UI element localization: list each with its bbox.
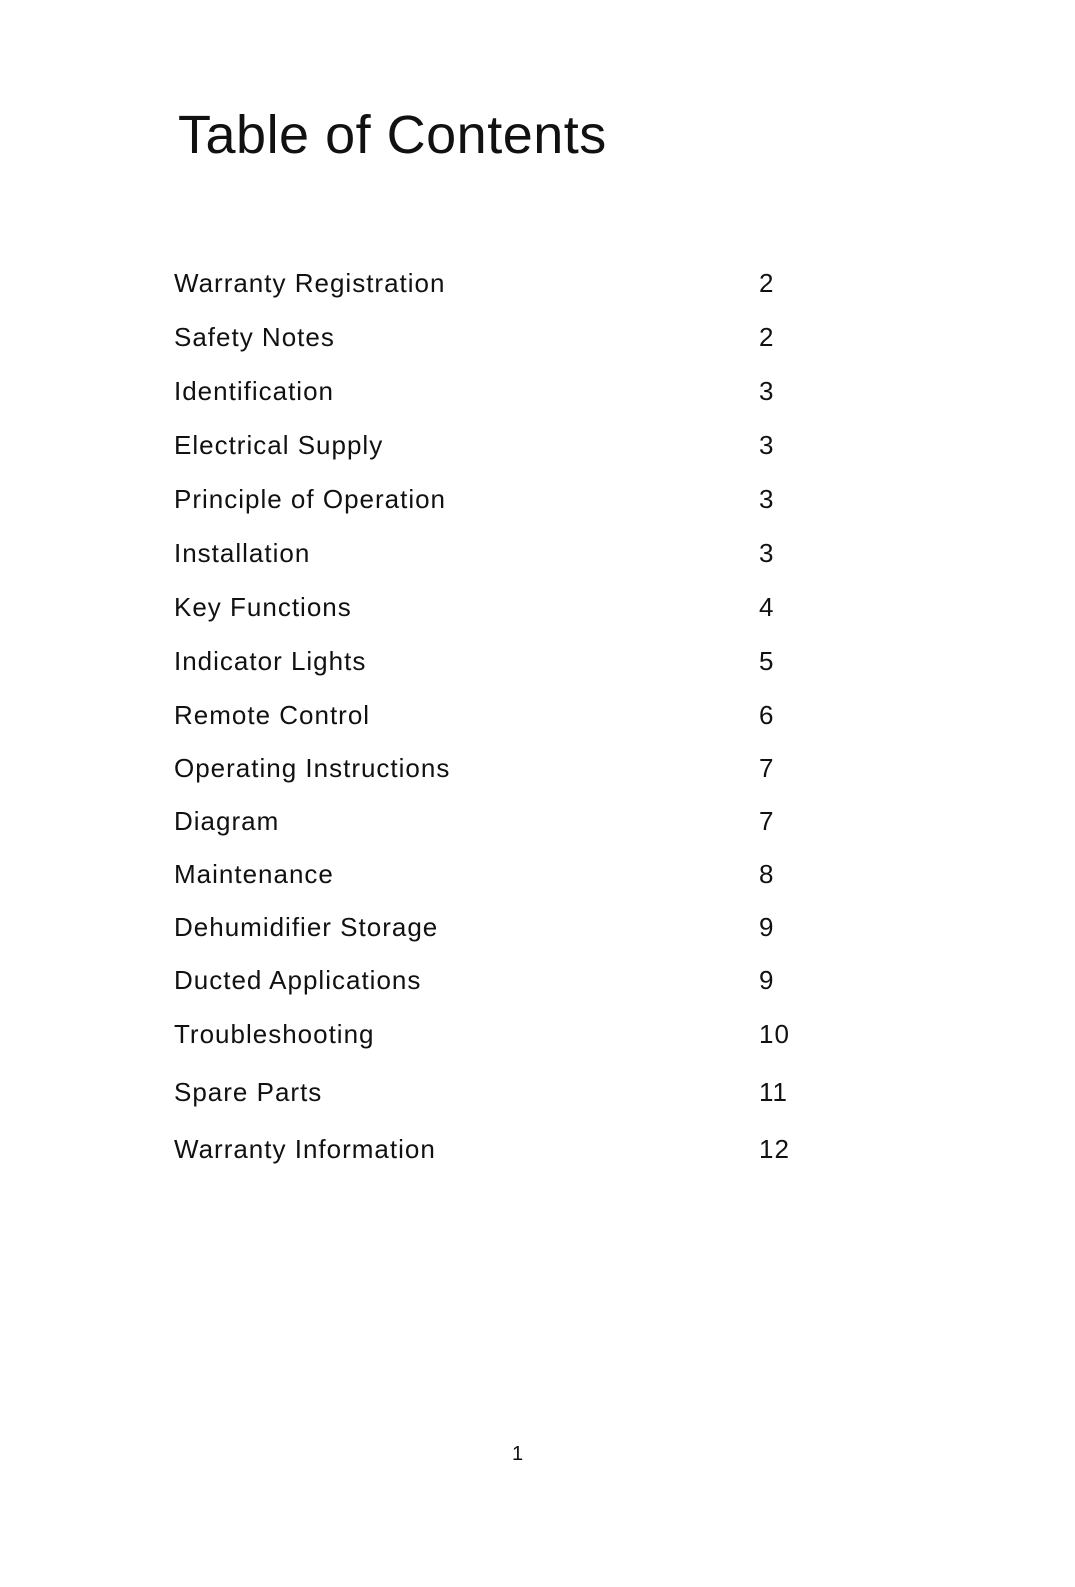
toc-entry-label: Identification: [174, 376, 334, 406]
toc-entry-page: 7: [759, 806, 775, 836]
toc-entry-label: Troubleshooting: [174, 1019, 375, 1049]
toc-entry-label: Spare Parts: [174, 1077, 323, 1107]
toc-row: [174, 374, 814, 408]
toc-entry-label: Diagram: [174, 806, 280, 836]
toc-entry-page: 4: [759, 592, 775, 622]
page-number: 1: [512, 1443, 524, 1465]
toc-entry-page: 2: [759, 268, 775, 298]
toc-row: [174, 751, 814, 785]
toc-row: [174, 1017, 814, 1051]
page-title: Table of Contents: [178, 105, 607, 165]
toc-entry-page: 10: [759, 1019, 790, 1049]
toc-entry-label: Principle of Operation: [174, 484, 447, 514]
toc-row: [174, 644, 814, 678]
toc-entry-label: Installation: [174, 538, 311, 568]
toc-entry-page: 9: [759, 965, 775, 995]
toc-entry-page: 3: [759, 538, 775, 568]
toc-entry-label: Electrical Supply: [174, 430, 384, 460]
toc-row: [174, 1132, 814, 1166]
toc-entry-label: Remote Control: [174, 700, 371, 730]
toc-row: [174, 804, 814, 838]
toc-entry-page: 9: [759, 912, 775, 942]
toc-entry-page: 3: [759, 484, 775, 514]
toc-row: [174, 1075, 814, 1109]
toc-row: [174, 266, 814, 300]
toc-entry-page: 5: [759, 646, 775, 676]
toc-row: [174, 536, 814, 570]
toc-entry-page: 6: [759, 700, 775, 730]
toc-row: [174, 428, 814, 462]
toc-row: [174, 857, 814, 891]
toc-entry-label: Warranty Information: [174, 1134, 436, 1164]
toc-row: [174, 910, 814, 944]
toc-entry-label: Dehumidifier Storage: [174, 912, 439, 942]
toc-row: [174, 482, 814, 516]
toc-row: [174, 320, 814, 354]
toc-row: [174, 963, 814, 997]
toc-entry-page: 12: [759, 1134, 790, 1164]
toc-entry-page: 7: [759, 753, 775, 783]
toc-entry-page: 11: [759, 1077, 788, 1107]
toc-row: [174, 698, 814, 732]
toc-entry-label: Indicator Lights: [174, 646, 367, 676]
toc-entry-label: Maintenance: [174, 859, 334, 889]
toc-entry-page: 2: [759, 322, 775, 352]
toc-row: [174, 590, 814, 624]
toc-entry-label: Ducted Applications: [174, 965, 422, 995]
toc-entry-label: Warranty Registration: [174, 268, 446, 298]
toc-entry-page: 8: [759, 859, 775, 889]
toc-entry-page: 3: [759, 430, 775, 460]
toc-entry-label: Key Functions: [174, 592, 352, 622]
toc-entry-label: Safety Notes: [174, 322, 335, 352]
toc-entry-label: Operating Instructions: [174, 753, 451, 783]
toc-entry-page: 3: [759, 376, 775, 406]
